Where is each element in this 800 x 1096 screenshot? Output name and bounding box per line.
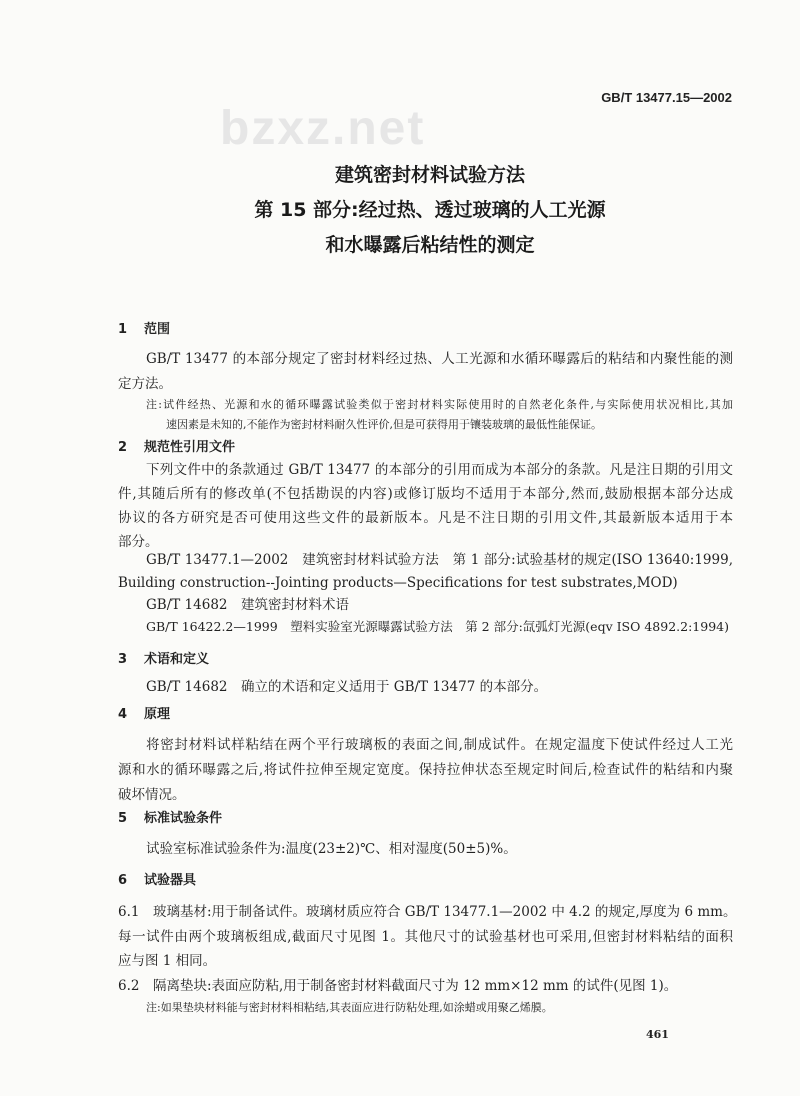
reference-item: GB/T 13477.1—2002 建筑密封材料试验方法 第 1 部分:试验基材的规定(ISO 13640:1999,: [146, 552, 733, 568]
section-title: 试验器具: [144, 873, 197, 888]
section-1-heading: [118, 322, 170, 338]
section-5-heading: [118, 811, 222, 827]
s1-note-line: 注:试件经热、光源和水的循环曝露试验类似于密封材料实际使用时的自然老化条件,与实际使用状况相比,其加: [146, 398, 733, 411]
document-title-line-3: 和水曝露后粘结性的测定: [325, 234, 535, 256]
s4-para-line: 破坏情况。: [118, 787, 186, 803]
document-title-line-1: 建筑密封材料试验方法: [334, 164, 525, 186]
clause-6-1-line: 应与图 1 相同。: [118, 953, 217, 969]
s5-para-line: 试验室标准试验条件为:温度(23±2)℃、相对湿度(50±5)%。: [146, 841, 517, 857]
section-4-heading: [118, 707, 170, 723]
section-title: 标准试验条件: [144, 811, 223, 826]
section-number: 2: [118, 440, 128, 455]
section-2-heading: [118, 440, 235, 456]
s1-para-line: 定方法。: [118, 376, 172, 392]
s1-note-line: 速因素是未知的,不能作为密封材料耐久性评价,但是可获得用于镶装玻璃的最低性能保证。: [166, 418, 602, 431]
section-3-heading: [118, 652, 209, 668]
s1-para-line: GB/T 13477 的本部分规定了密封材料经过热、人工光源和水循环曝露后的粘结和内聚性能的测: [146, 351, 733, 367]
standard-code: GB/T 13477.15—2002: [601, 90, 732, 105]
clause-6-2: 6.2 隔离垫块:表面应防粘,用于制备密封材料截面尺寸为 12 mm×12 mm 的试件(见图 1)。: [118, 978, 678, 994]
s3-para-line: GB/T 14682 确立的术语和定义适用于 GB/T 13477 的本部分。: [146, 679, 548, 695]
clause-6-1-line: 6.1 玻璃基材:用于制备试件。玻璃材质应符合 GB/T 13477.1—2002 中 4.2 的规定,厚度为 6 mm。: [118, 904, 737, 920]
section-number: 3: [118, 652, 128, 667]
watermark: bzxz.net: [220, 102, 426, 155]
s2-para-line: 部分。: [118, 534, 159, 550]
reference-item: GB/T 16422.2—1999 塑料实验室光源曝露试验方法 第 2 部分:氙弧灯光源(eqv ISO 4892.2:1994): [146, 619, 729, 634]
s2-para-line: 下列文件中的条款通过 GB/T 13477 的本部分的引用而成为本部分的条款。凡是注日期的引用文: [146, 462, 733, 478]
page-number: 461: [646, 1028, 669, 1041]
clause-6-1-line: 每一试件由两个玻璃板组成,截面尺寸见图 1。其他尺寸的试验基材也可采用,但密封材料粘结的面积: [118, 929, 733, 945]
section-title: 范围: [144, 322, 171, 337]
section-number: 6: [118, 873, 128, 888]
s2-para-line: 协议的各方研究是否可使用这些文件的最新版本。凡是不注日期的引用文件,其最新版本适用于本: [118, 510, 733, 526]
document-title-line-2: 第 15 部分:经过热、透过玻璃的人工光源: [254, 199, 606, 221]
section-number: 1: [118, 322, 128, 337]
section-title: 规范性引用文件: [144, 440, 236, 455]
section-number: 5: [118, 811, 128, 826]
reference-item: GB/T 14682 建筑密封材料术语: [146, 597, 349, 613]
section-title: 原理: [144, 707, 171, 722]
clause-6-2-note: 注:如果垫块材料能与密封材料相粘结,其表面应进行防粘处理,如涂蜡或用聚乙烯膜。: [146, 1001, 553, 1014]
s2-para-line: 件,其随后所有的修改单(不包括勘误的内容)或修订版均不适用于本部分,然而,鼓励根据本部分达成: [118, 486, 733, 502]
section-6-heading: [118, 873, 196, 889]
s4-para-line: 将密封材料试样粘结在两个平行玻璃板的表面之间,制成试件。在规定温度下使试件经过人工光: [146, 737, 733, 753]
section-title: 术语和定义: [144, 652, 210, 667]
reference-item-cont: Building construction--Jointing products—Specifications for test substrates,MOD): [118, 575, 678, 591]
s4-para-line: 源和水的循环曝露之后,将试件拉伸至规定宽度。保持拉伸状态至规定时间后,检查试件的粘结和内聚: [118, 762, 733, 778]
section-number: 4: [118, 707, 128, 722]
